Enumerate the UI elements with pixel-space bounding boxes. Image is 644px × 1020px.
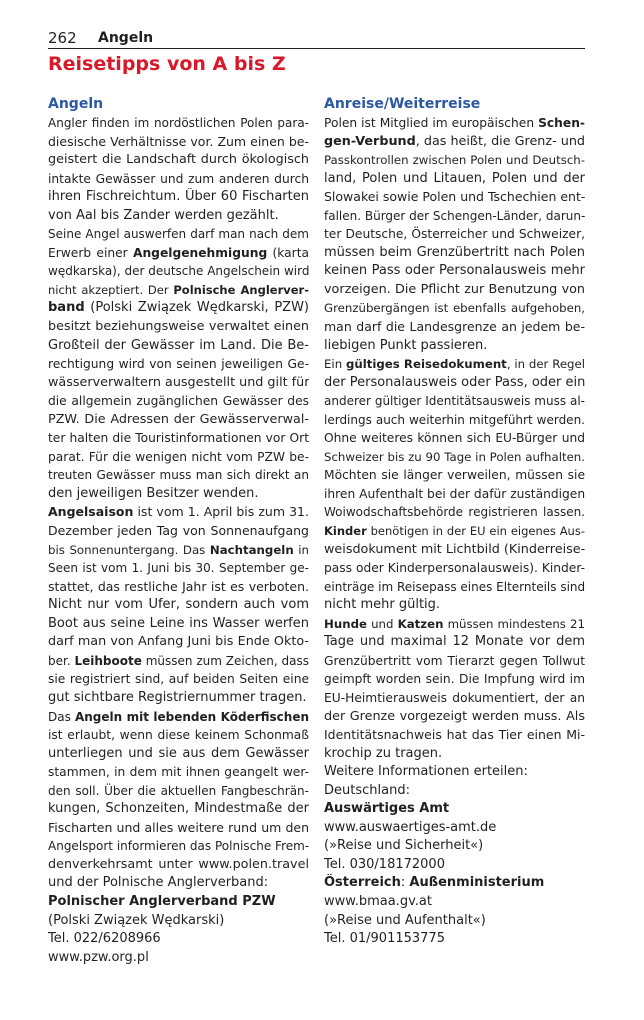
text-line [324, 800, 585, 819]
text-run: weisdokument mit Lichtbild (Kinderreise- [324, 541, 585, 557]
bold-term: Angelsaison [48, 504, 134, 520]
text-line [48, 299, 309, 318]
text-run: benötigen in der EU ein eigenes Aus- [366, 524, 585, 539]
text-run: den jeweiligen Besitzer wenden. [48, 485, 259, 501]
text-line [324, 170, 585, 189]
bold-term: Auswärtiges Amt [324, 801, 450, 817]
text-line [48, 503, 309, 522]
text-run: Nicht nur vom Ufer, sondern auch vom [48, 597, 309, 613]
text-line [48, 615, 309, 634]
text-run: müssen zum Zeichen, dass [141, 653, 309, 668]
text-run: Möchten sie länger verweilen, müssen sie [324, 468, 585, 483]
text-run: ter Deutsche, Österreicher und Schweizer, [324, 227, 585, 242]
text-run: Tel. 01/901153775 [324, 931, 445, 947]
text-run: Grenzübergängen ist ebenfalls aufgehoben, [324, 301, 585, 316]
text-line [48, 782, 309, 801]
text-line [48, 949, 309, 968]
text-run: ihren Aufenthalt bei der dafür zuständigen [324, 486, 585, 501]
text-run: Ein [324, 357, 346, 372]
text-run: (Polski Związek Wędkarski) [48, 912, 225, 928]
text-line [48, 411, 309, 430]
section-body-angeln [48, 114, 309, 967]
text-run: fallen. Bürger der Schengen-Länder, darun- [324, 208, 585, 223]
text-line [324, 466, 585, 485]
text-run: Seen ist vom 1. Juni bis 30. September ge- [48, 561, 309, 576]
text-run: nicht mehr gültig. [324, 597, 441, 613]
text-run: der Personalausweis oder Pass, oder ein [324, 374, 585, 390]
text-line [48, 522, 309, 541]
bold-term: gen-Verbund [324, 133, 416, 149]
text-run: PZW. Die Adressen der Gewässerverwal- [48, 411, 309, 427]
text-run: geimpft worden sein. Die Impfung wird im [324, 672, 585, 687]
text-run: Slowakei sowie Polen und Tschechien ent- [324, 189, 585, 205]
text-run: wędkarska), der deutsche Angelschein wird [48, 264, 309, 279]
text-line [324, 670, 585, 689]
text-run: parat. Für die wenigen nicht vom PZW be- [48, 449, 309, 464]
text-line [48, 207, 309, 226]
text-line [324, 429, 585, 448]
text-run: Boot aus seine Leine ins Wasser werfen [48, 615, 309, 631]
text-run: : [400, 875, 410, 891]
text-run: Schweizer bis zu 90 Tage in Polen aufhalten. [324, 449, 585, 464]
text-line [324, 559, 585, 578]
text-line [48, 374, 309, 393]
bold-term: Katzen [397, 616, 444, 631]
text-line [48, 559, 309, 578]
text-run: und der Polnische Anglerverband: [48, 875, 269, 891]
text-line [324, 541, 585, 560]
text-run: Tel. 022/6208966 [48, 931, 161, 947]
text-line [324, 522, 585, 541]
text-line [324, 281, 585, 300]
text-run: man darf die Landesgrenze an jedem be- [324, 319, 585, 335]
text-line [324, 837, 585, 856]
text-run: anderer gültiger Identitätsausweis muss al- [324, 394, 585, 409]
text-run: keinen Pass oder Personalausweis mehr [324, 263, 585, 279]
text-run: krochip zu tragen. [324, 745, 443, 761]
text-run: (»Reise und Aufenthalt«) [324, 912, 486, 928]
text-line [324, 819, 585, 838]
text-run: in [293, 542, 309, 557]
bold-term: Angeln mit lebenden Köderfischen [74, 709, 309, 724]
text-run: Tel. 030/18172000 [324, 856, 445, 872]
text-line [48, 800, 309, 819]
column-left [48, 94, 309, 967]
text-line [324, 782, 585, 801]
text-run: ter halten die Touristinformationen vor Ort [48, 431, 309, 446]
text-line [48, 170, 309, 189]
text-line [48, 745, 309, 764]
bold-term: Nachtangeln [209, 542, 294, 557]
text-line [48, 466, 309, 485]
text-line [48, 318, 309, 337]
bold-term: Polnische Anglerver- [173, 282, 309, 297]
text-run: Grenzübertritt vom Tierarzt gegen Tollwut [324, 653, 585, 668]
text-line [324, 114, 585, 133]
text-line [48, 485, 309, 504]
text-run: www.bmaa.gv.at [324, 893, 432, 909]
text-run: stammen, in dem mit ihnen geangelt wer- [48, 765, 309, 780]
text-line [324, 745, 585, 764]
text-line [324, 763, 585, 782]
text-run: rechtigung wird von seinen jeweiligen Ge- [48, 357, 309, 372]
text-line [324, 337, 585, 356]
text-run: Dezember jeden Tag von Sonnenaufgang [48, 523, 309, 539]
text-run: Polen ist Mitglied im europäischen [324, 116, 539, 130]
text-run: , in der Regel [506, 357, 585, 372]
text-line [324, 856, 585, 875]
text-line [48, 225, 309, 244]
text-line [48, 930, 309, 949]
text-line [48, 281, 309, 300]
text-line [48, 541, 309, 560]
text-line [324, 262, 585, 281]
text-line [324, 392, 585, 411]
text-run: nicht akzeptiert. Der [48, 282, 174, 297]
text-run: Identitätsnachweis hat das Tier einen Mi- [324, 727, 585, 743]
bold-term: Kinder [324, 524, 367, 539]
text-run: www.auswaertiges-amt.de [324, 819, 497, 835]
text-run: (karta [267, 245, 309, 260]
bold-term: Leihboote [74, 653, 142, 668]
text-run: Passkontrollen zwischen Polen und Deutsch- [324, 153, 585, 168]
text-line [324, 578, 585, 597]
text-line [324, 930, 585, 949]
text-run: (»Reise und Sicherheit«) [324, 838, 484, 854]
text-line [48, 578, 309, 597]
text-line [48, 912, 309, 931]
bold-term: Angelgenehmigung [132, 245, 268, 260]
text-line [48, 392, 309, 411]
text-run: wässerverwaltern ausgestellt und gilt für [48, 374, 309, 390]
text-run: intakte Gewässer und zum anderen durch [48, 171, 309, 186]
page-header [48, 29, 585, 49]
chapter-title: Reisetipps von A bis Z [48, 53, 286, 75]
text-run: Seine Angel auswerfen darf man nach dem [48, 227, 309, 242]
text-run: Woiwodschaftsbehörde registrieren lassen. [324, 505, 585, 520]
text-line [48, 448, 309, 467]
text-run: einträge im Reisepass eines Elternteils sind [324, 579, 585, 594]
text-line [48, 633, 309, 652]
text-line [48, 819, 309, 838]
text-line [324, 912, 585, 931]
text-run: darf man von Anfang Juni bis Ende Okto- [48, 634, 309, 650]
text-line [324, 151, 585, 170]
text-line [324, 689, 585, 708]
text-line [48, 708, 309, 727]
text-run: Tage und maximal 12 Monate vor dem [324, 634, 585, 650]
page-number: 262 [48, 29, 77, 47]
text-line [48, 837, 309, 856]
section-heading-anreise: Anreise/Weiterreise [324, 96, 481, 112]
text-run: die allgemein zugänglichen Gewässer des [48, 394, 309, 409]
text-run: EU-Heimtierausweis dokumentiert, der an [324, 690, 585, 705]
text-line [324, 485, 585, 504]
text-run: ber. [48, 653, 75, 668]
text-line [324, 615, 585, 634]
text-run: Ohne weiteres können sich EU-Bürger und [324, 431, 585, 446]
text-run: lerdings auch weiterhin mitgeführt werden. [324, 412, 585, 427]
text-run: und [366, 616, 398, 631]
text-run: liebigen Punkt passieren. [324, 337, 488, 353]
text-line [48, 874, 309, 893]
text-run: diesische Verhältnisse vor. Zum einen be- [48, 133, 309, 149]
text-line [48, 151, 309, 170]
text-line [324, 133, 585, 152]
text-line [48, 429, 309, 448]
text-run: Deutschland: [324, 782, 410, 798]
text-run: müssen mindestens 21 [443, 616, 585, 631]
text-line [324, 355, 585, 374]
bold-term: band [48, 300, 85, 316]
text-line [324, 374, 585, 393]
text-line [48, 114, 309, 133]
text-run: , das heißt, die Grenz- und [415, 133, 585, 149]
section-heading-angeln: Angeln [48, 96, 104, 112]
bold-term: Polnischer Anglerverband PZW [48, 893, 276, 909]
text-run: Erwerb einer [48, 245, 133, 260]
text-line [324, 244, 585, 263]
text-line [324, 652, 585, 671]
text-line [324, 633, 585, 652]
text-run: denverkehrsamt unter www.polen.travel [48, 856, 309, 872]
text-run: pass oder Kinderpersonalausweis). Kinder- [324, 561, 585, 576]
running-head: Angeln [98, 30, 154, 46]
text-line [48, 689, 309, 708]
text-run: bis Sonnenuntergang. Das [48, 542, 210, 557]
bold-term: Hunde [324, 616, 367, 631]
text-run: Angelsport informieren das Polnische Frem- [48, 839, 309, 854]
text-run: müssen beim Grenzübertritt nach Polen [324, 244, 585, 260]
text-line [48, 355, 309, 374]
text-line [48, 652, 309, 671]
text-line [48, 670, 309, 689]
text-run: sie registriert sind, auf beiden Seiten eine [48, 672, 309, 687]
text-line [48, 262, 309, 281]
text-run: (Polski Związek Wędkarski, PZW) [84, 300, 309, 316]
text-run: Großteil der Gewässer im Land. Die Be- [48, 337, 309, 353]
text-line [324, 225, 585, 244]
text-line [324, 299, 585, 318]
text-line [48, 726, 309, 745]
text-line [324, 893, 585, 912]
text-run: ihren Fischreichtum. Über 60 Fischarten [48, 189, 309, 205]
text-run: Fischarten und alles weitere rund um den [48, 819, 309, 835]
text-line [48, 856, 309, 875]
text-run: unterliegen und sie aus dem Gewässer [48, 745, 309, 761]
text-run: von Aal bis Zander werden gezählt. [48, 207, 279, 223]
section-body-anreise [324, 114, 585, 949]
bold-term: Außenministerium [409, 875, 545, 891]
text-line [48, 133, 309, 152]
text-run: geistert die Landschaft durch ökologisch [48, 152, 309, 168]
text-run: stattet, das restliche Jahr ist es verboten. [48, 578, 309, 594]
bold-term: Schen- [538, 116, 585, 130]
text-line [324, 448, 585, 467]
text-line [48, 893, 309, 912]
text-line [324, 596, 585, 615]
text-line [324, 874, 585, 893]
text-line [48, 337, 309, 356]
text-line [48, 244, 309, 263]
text-line [324, 207, 585, 226]
text-run: den soll. Über die aktuellen Fangbeschrän- [48, 783, 309, 798]
text-line [324, 188, 585, 207]
bold-term: Österreich [324, 875, 401, 891]
text-run: kungen, Schonzeiten, Mindestmaße der [48, 801, 309, 817]
text-run: vorzeigen. Die Pflicht zur Benutzung von [324, 281, 585, 297]
column-right [324, 94, 585, 949]
text-run: besitzt beziehungsweise verwaltet einen [48, 319, 309, 335]
text-run: Weitere Informationen erteilen: [324, 764, 528, 780]
text-run: ist erlaubt, wenn diese keinem Schonmaß [48, 728, 309, 743]
text-line [48, 188, 309, 207]
text-line [324, 503, 585, 522]
text-run: der Grenze vorgezeigt werden muss. Als [324, 708, 585, 724]
text-run: Das [48, 709, 75, 724]
bold-term: gültiges Reisedokument [345, 357, 507, 372]
text-run: Angler finden im nordöstlichen Polen para- [48, 116, 309, 130]
text-run: www.pzw.org.pl [48, 949, 149, 965]
text-line [324, 411, 585, 430]
text-run: treuten Gewässer muss man sich direkt an [48, 468, 309, 483]
text-run: ist vom 1. April bis zum 31. [133, 504, 309, 520]
text-line [48, 763, 309, 782]
text-line [324, 318, 585, 337]
text-run: gut sichtbare Registriernummer tragen. [48, 689, 307, 705]
text-run: land, Polen und Litauen, Polen und der [324, 170, 585, 186]
text-line [324, 708, 585, 727]
text-line [48, 596, 309, 615]
text-line [324, 726, 585, 745]
